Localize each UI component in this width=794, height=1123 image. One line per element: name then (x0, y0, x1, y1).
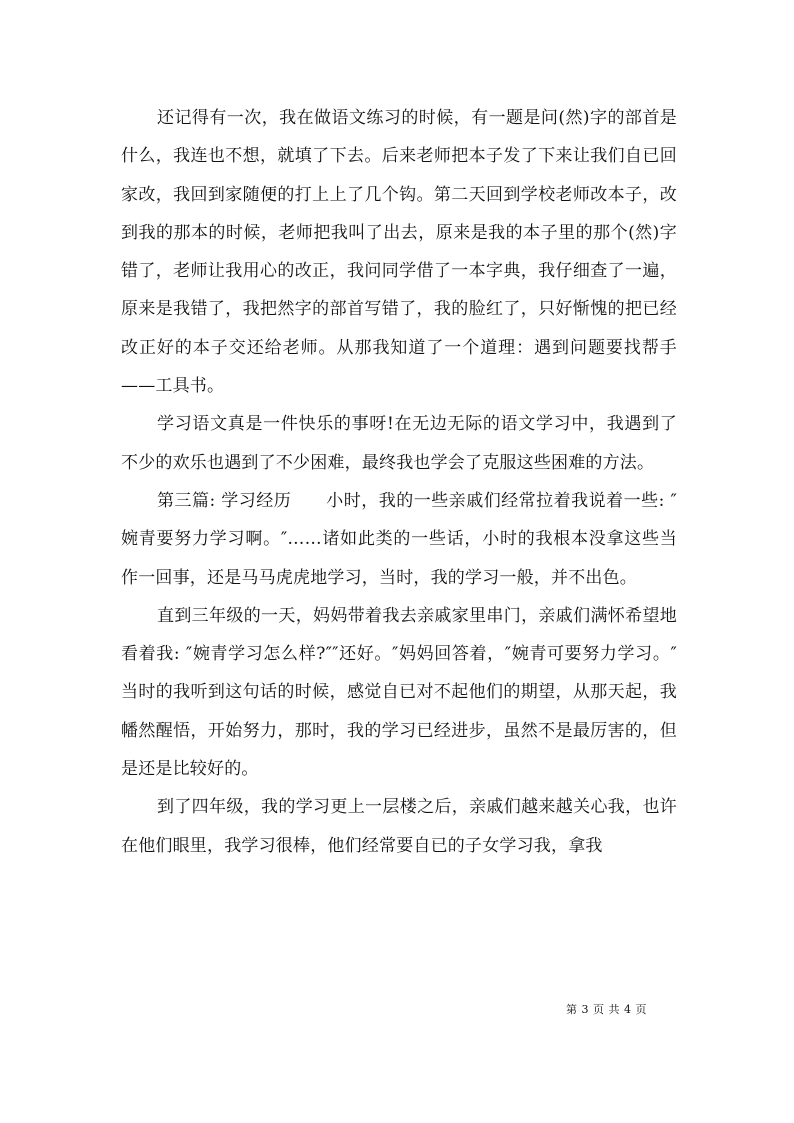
paragraph-3: 第三篇: 学习经历 小时，我的一些亲戚们经常拉着我说着一些: ″婉青要努力学习啊。″……诸如此类的一些话，小时的我根本没拿这些当作一回事，还是马马虎虎地学习，当时，我的学习一般，并不出色。 (121, 490, 677, 588)
paragraph-5: 到了四年级，我的学习更上一层楼之后，亲戚们越来越关心我，也许在他们眼里，我学习很棒，他们经常要自已的子女学习我，拿我 (121, 797, 677, 856)
paragraph-2: 学习语文真是一件快乐的事呀!在无边无际的语文学习中，我遇到了不少的欢乐也遇到了不少困难，最终我也学会了克服这些困难的方法。 (121, 414, 677, 473)
paragraph-4: 直到三年级的一天，妈妈带着我去亲戚家里串门，亲戚们满怀希望地看着我: ″婉青学习怎么样?″″还好。″妈妈回答着，″婉青可要努力学习。″当时的我听到这句话的时候，感觉自已对不起他们的期望，从那天起，我幡然醒悟，开始努力，那时，我的学习已经进步，虽然不是最厉害的，但是还是比较好的。 (121, 605, 677, 780)
page-number-footer: 第 3 页 共 4 页 (566, 1003, 647, 1016)
document-body (121, 99, 677, 865)
paragraph-1: 还记得有一次，我在做语文练习的时候，有一题是问(然)字的部首是什么，我连也不想，就填了下去。后来老师把本子发了下来让我们自已回家改，我回到家随便的打上上了几个钩。第二天回到学校老师改本子，改到我的那本的时候，老师把我叫了出去，原来是我的本子里的那个(然)字错了，老师让我用心的改正，我问同学借了一本字典，我仔细查了一遍，原来是我错了，我把然字的部首写错了，我的脸红了，只好惭愧的把已经改正好的本子交还给老师。从那我知道了一个道理：遇到问题要找帮手——工具书。 (121, 108, 677, 397)
